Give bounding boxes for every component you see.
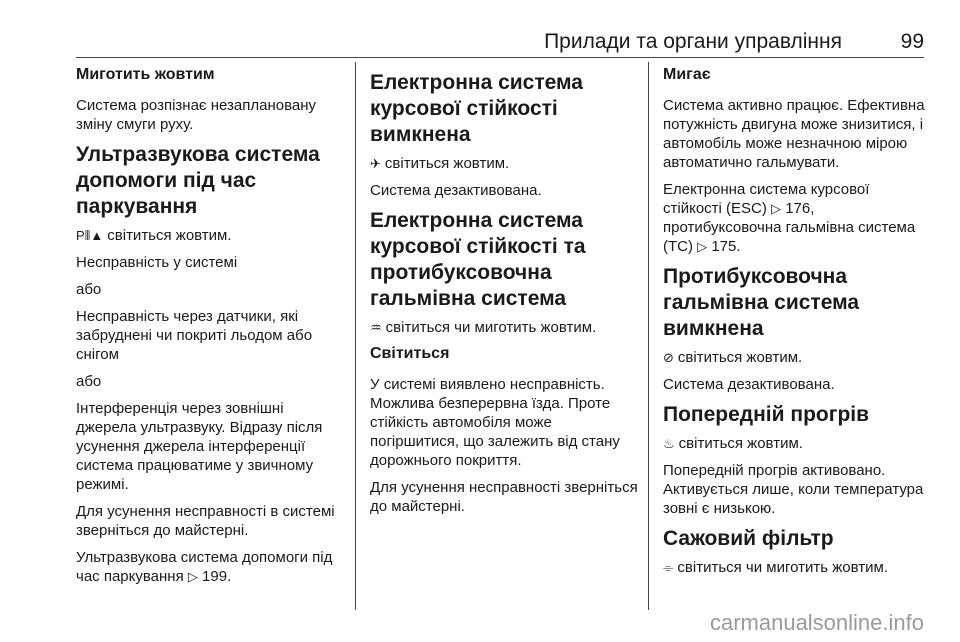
paragraph: Ультразвукова система допомоги під час паркування ▷ 199. xyxy=(76,549,333,585)
column-1 xyxy=(76,64,348,594)
paragraph: Система дезактивована. xyxy=(663,376,835,393)
esc-off-icon: ✈ xyxy=(370,156,381,171)
section-heading-soot-filter: Сажовий фільтр xyxy=(663,527,834,550)
paragraph: ⌯ світиться чи миготить жовтим. xyxy=(663,559,888,576)
paragraph: Система дезактивована. xyxy=(370,182,542,199)
subheading-lights: Світиться xyxy=(370,345,450,362)
paragraph: P⦀▲ світиться жовтим. xyxy=(76,227,232,244)
paragraph: або xyxy=(76,281,102,298)
column-3 xyxy=(663,64,928,585)
subheading-flashing-yellow: Миготить жовтим xyxy=(76,66,215,83)
column-2 xyxy=(370,64,638,524)
paragraph: ✈ світиться жовтим. xyxy=(370,155,510,172)
esc-icon: ♒ xyxy=(370,320,382,335)
page-number: 99 xyxy=(900,30,924,53)
paragraph: Система розпізнає незаплановану зміну смуги руху. xyxy=(76,97,317,133)
paragraph: Електронна система курсової стійкості (ESC) ▷ 176, протибуксовочна гальмівна система (TC) ▷ 175. xyxy=(663,181,916,255)
tc-off-icon: ⊘ xyxy=(663,350,674,365)
paragraph: Інтерференція через зовнішні джерела ультразвуку. Відразу після усунення джерела інтерференції система працюватиме у звичному режимі. xyxy=(76,400,323,493)
paragraph: ⊘ світиться жовтим. xyxy=(663,349,803,366)
header-title: Прилади та органи управління xyxy=(544,30,842,53)
watermark: carmanualsonline.info xyxy=(709,610,924,635)
particle-filter-icon: ⌯ xyxy=(663,560,674,575)
header-divider xyxy=(76,57,924,58)
column-divider-1 xyxy=(355,62,356,610)
paragraph: ♨ світиться жовтим. xyxy=(663,435,803,452)
section-heading-parking-assist: Ультразвукова система допомоги під час паркування xyxy=(76,143,320,218)
section-heading-esc-tc: Електронна система курсової стійкості та протибуксовочна гальмівна система xyxy=(370,209,586,310)
parking-assist-icon: P⦀▲ xyxy=(76,228,104,243)
glow-plug-icon: ♨ xyxy=(663,436,675,451)
page-header xyxy=(0,0,960,58)
paragraph: Для усунення несправності зверніться до майстерні. xyxy=(370,479,638,515)
paragraph: У системі виявлено несправність. Можлива безперервна їзда. Проте стійкість автомобіля може погіршитися, що залежить від стану дорожнього покриття. xyxy=(370,376,620,469)
page-reference-icon: ▷ xyxy=(187,569,198,584)
subheading-flashing: Мигає xyxy=(663,66,711,83)
paragraph: Система активно працює. Ефективна потужність двигуна може знизитися, і автомобіль може незначною мірою автоматично гальмувати. xyxy=(663,97,925,171)
paragraph: Попередній прогрів активовано. Активується лише, коли температура зовні є низькою. xyxy=(663,462,924,517)
page-reference-icon: ▷ xyxy=(697,239,708,254)
paragraph: Несправність через датчики, які забруднені чи покриті льодом або снігом xyxy=(76,308,313,363)
column-divider-2 xyxy=(648,62,649,610)
paragraph: ♒ світиться чи миготить жовтим. xyxy=(370,319,597,336)
paragraph: або xyxy=(76,373,102,390)
section-heading-esc-off: Електронна система курсової стійкості вимкнена xyxy=(370,71,583,146)
section-heading-tc-off: Протибуксовочна гальмівна система вимкнена xyxy=(663,265,860,340)
page-reference-icon: ▷ xyxy=(771,201,782,216)
paragraph: Для усунення несправності в системі зверніться до майстерні. xyxy=(76,503,335,539)
paragraph: Несправність у системі xyxy=(76,254,238,271)
section-heading-preheating: Попередній прогрів xyxy=(663,403,870,426)
